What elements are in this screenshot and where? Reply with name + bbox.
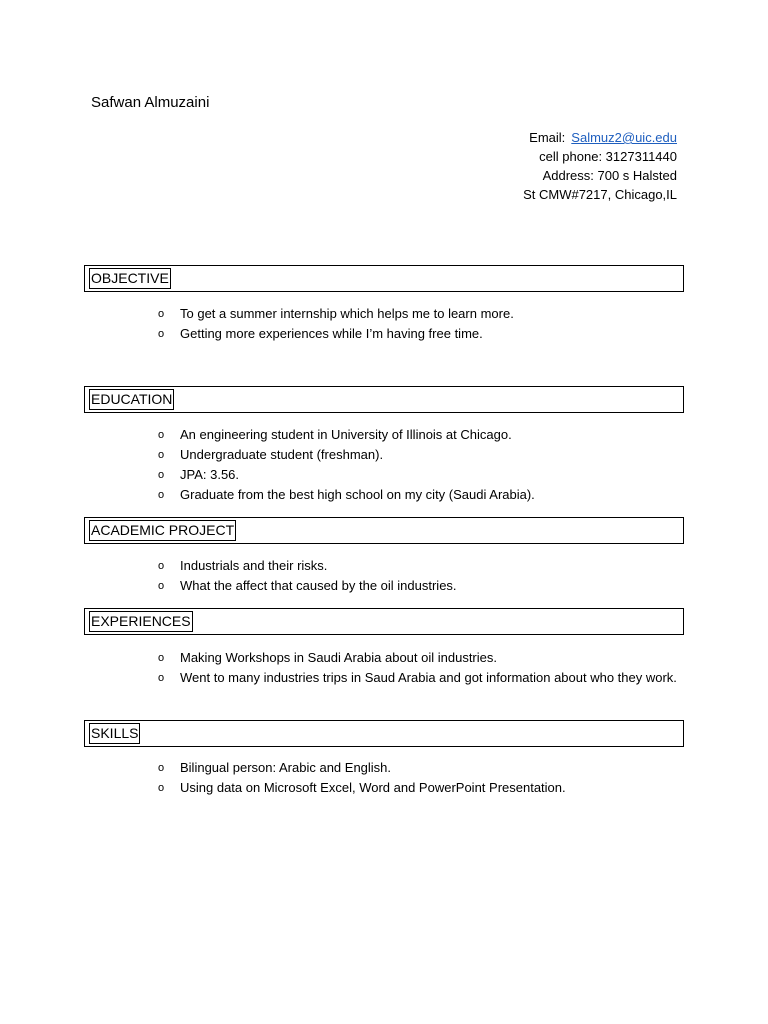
bullet-icon: o: [158, 429, 165, 441]
list-item: [158, 465, 678, 485]
experiences-section-header: [84, 608, 684, 635]
list-item-text: An engineering student in University of Illinois at Chicago.: [180, 427, 512, 442]
bullet-icon: o: [158, 469, 165, 481]
academic-project-section-header: [84, 517, 684, 544]
skills-section-header: [84, 720, 684, 747]
academic-project-title: ACADEMIC PROJECT: [89, 520, 236, 541]
contact-block: [523, 128, 677, 204]
bullet-icon: o: [158, 580, 165, 592]
list-item: [158, 485, 678, 505]
list-item-text: To get a summer internship which helps me to learn more.: [180, 306, 514, 321]
education-section-header: [84, 386, 684, 413]
list-item: [158, 425, 678, 445]
bullet-icon: o: [158, 449, 165, 461]
email-label: Email:: [529, 130, 566, 145]
bullet-icon: o: [158, 782, 165, 794]
objective-list: [158, 304, 678, 344]
email-line: [523, 128, 677, 147]
list-item: [158, 668, 678, 688]
phone-line: cell phone: 3127311440: [539, 149, 677, 164]
skills-list: [158, 758, 678, 798]
list-item: [158, 304, 678, 324]
list-item-text: What the affect that caused by the oil industries.: [180, 578, 457, 593]
bullet-icon: o: [158, 308, 165, 320]
list-item-text: Using data on Microsoft Excel, Word and PowerPoint Presentation.: [180, 780, 566, 795]
address-line-1: Address: 700 s Halsted: [542, 168, 677, 183]
list-item: [158, 556, 678, 576]
address-line-2: St CMW#7217, Chicago,IL: [523, 187, 677, 202]
list-item-text: Undergraduate student (freshman).: [180, 447, 384, 462]
bullet-icon: o: [158, 762, 165, 774]
list-item-text: JPA: 3.56.: [180, 467, 240, 482]
list-item-text: Went to many industries trips in Saud Arabia and got information about who they work.: [180, 670, 677, 685]
academic-project-list: [158, 556, 678, 596]
bullet-icon: o: [158, 672, 165, 684]
list-item-text: Getting more experiences while I’m having free time.: [180, 326, 483, 341]
objective-section-header: [84, 265, 684, 292]
list-item-text: Bilingual person: Arabic and English.: [180, 760, 392, 775]
experiences-list: [158, 648, 678, 688]
list-item-text: Making Workshops in Saudi Arabia about oil industries.: [180, 650, 497, 665]
list-item-text: Industrials and their risks.: [180, 558, 328, 573]
objective-title: OBJECTIVE: [89, 268, 171, 289]
bullet-icon: o: [158, 328, 165, 340]
education-title: EDUCATION: [89, 389, 174, 410]
list-item: [158, 778, 678, 798]
education-list: [158, 425, 678, 505]
bullet-icon: o: [158, 489, 165, 501]
list-item: [158, 576, 678, 596]
list-item: [158, 445, 678, 465]
list-item: [158, 758, 678, 778]
bullet-icon: o: [158, 652, 165, 664]
email-link[interactable]: Salmuz2@uic.edu: [571, 130, 677, 145]
list-item: [158, 324, 678, 344]
experiences-title: EXPERIENCES: [89, 611, 193, 632]
list-item: [158, 648, 678, 668]
resume-name: Safwan Almuzaini: [91, 94, 210, 111]
bullet-icon: o: [158, 560, 165, 572]
skills-title: SKILLS: [89, 723, 140, 744]
list-item-text: Graduate from the best high school on my city (Saudi Arabia).: [180, 487, 535, 502]
